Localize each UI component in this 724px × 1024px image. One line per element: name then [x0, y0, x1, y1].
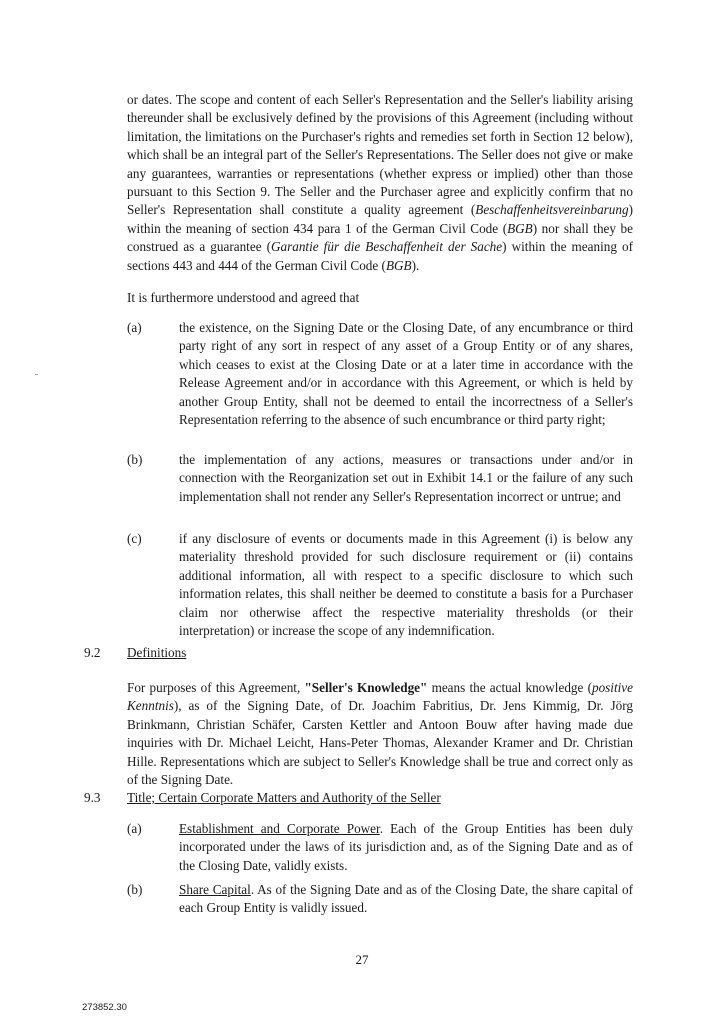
section-number: 9.2 [84, 645, 101, 660]
list-item-label: (c) [127, 531, 142, 546]
list-item-label: (b) [127, 882, 143, 897]
list-item-label: (a) [127, 320, 142, 335]
paragraph-sellers-knowledge: For purposes of this Agreement, "Seller's Knowledge" means the actual knowledge (positive Kenntnis), as of the Signing Date, of Dr. Joachim Fabritius, Dr. Jens Kimmig, Dr. Jörg Brinkmann, Christian Schäfer, Carsten Kettler and Antoon Bouw after having made due inquiries with Dr. Michael Leicht, Hans-Peter Thomas, Alexander Kramer and Dr. Christian Hille. Representations which are subject to Seller's Knowledge shall be true and correct only as of the Signing Date. [127, 680, 633, 788]
paragraph-understood-agreed: It is furthermore understood and agreed that [127, 290, 360, 305]
section-title-definitions: Definitions [127, 645, 187, 660]
document-reference: 273852.30 [82, 1002, 127, 1013]
list-item-text: the existence, on the Signing Date or the Closing Date, of any encumbrance or third party right of any sort in respect of any asset of a Group Entity or of any shares, which ceases to exist at the Closing Date or at a later time in accordance with the Release Agreement and/or in accordance with this Agreement, or which is held by another Group Entity, shall not be deemed to entail the incorrectness of a Seller's Representation referring to the absence of such encumbrance or third party right; [179, 320, 633, 428]
list-item-text: the implementation of any actions, measures or transactions under and/or in connection with the Reorganization set out in Exhibit 14.1 or the failure of any such implementation shall not render any Seller's Representation incorrect or untrue; and [179, 452, 633, 504]
section-number: 9.3 [84, 790, 101, 805]
list-item-text: Establishment and Corporate Power. Each of the Group Entities has been duly incorporated under the laws of its jurisdiction and, as of the Signing Date and as of the Closing Date, validly exists. [179, 821, 633, 873]
list-item-label: (a) [127, 821, 142, 836]
list-item-label: (b) [127, 452, 143, 467]
section-title-corporate-matters: Title; Certain Corporate Matters and Authority of the Seller [127, 790, 441, 805]
list-item-text: Share Capital. As of the Signing Date and as of the Closing Date, the share capital of each Group Entity is validly issued. [179, 882, 633, 916]
list-item-text: if any disclosure of events or documents made in this Agreement (i) is below any materiality threshold provided for such disclosure requirement or (ii) contains additional information, all with respect to a specific disclosure to which such information relates, this shall neither be deemed to constitute a basis for a Purchaser claim nor otherwise affect the respective materiality thresholds (or their interpretation) or increase the scope of any indemnification. [179, 531, 633, 639]
scan-speck [35, 374, 38, 375]
page-number: 27 [355, 952, 369, 967]
paragraph-seller-representations: or dates. The scope and content of each Seller's Representation and the Seller's liability arising thereunder shall be exclusively defined by the provisions of this Agreement (including without limitation, the limitations on the Purchaser's rights and remedies set forth in Section 12 below), which shall be an integral part of the Seller's Representations. The Seller does not give or make any guarantees, warranties or representations (whether express or implied) other than those pursuant to this Section 9. The Seller and the Purchaser agree and explicitly confirm that no Seller's Representation shall constitute a quality agreement (Beschaffenheitsvereinbarung) within the meaning of section 434 para 1 of the German Civil Code (BGB) nor shall they be construed as a guarantee (Garantie für die Beschaffenheit der Sache) within the meaning of sections 443 and 444 of the German Civil Code (BGB). [127, 92, 634, 273]
